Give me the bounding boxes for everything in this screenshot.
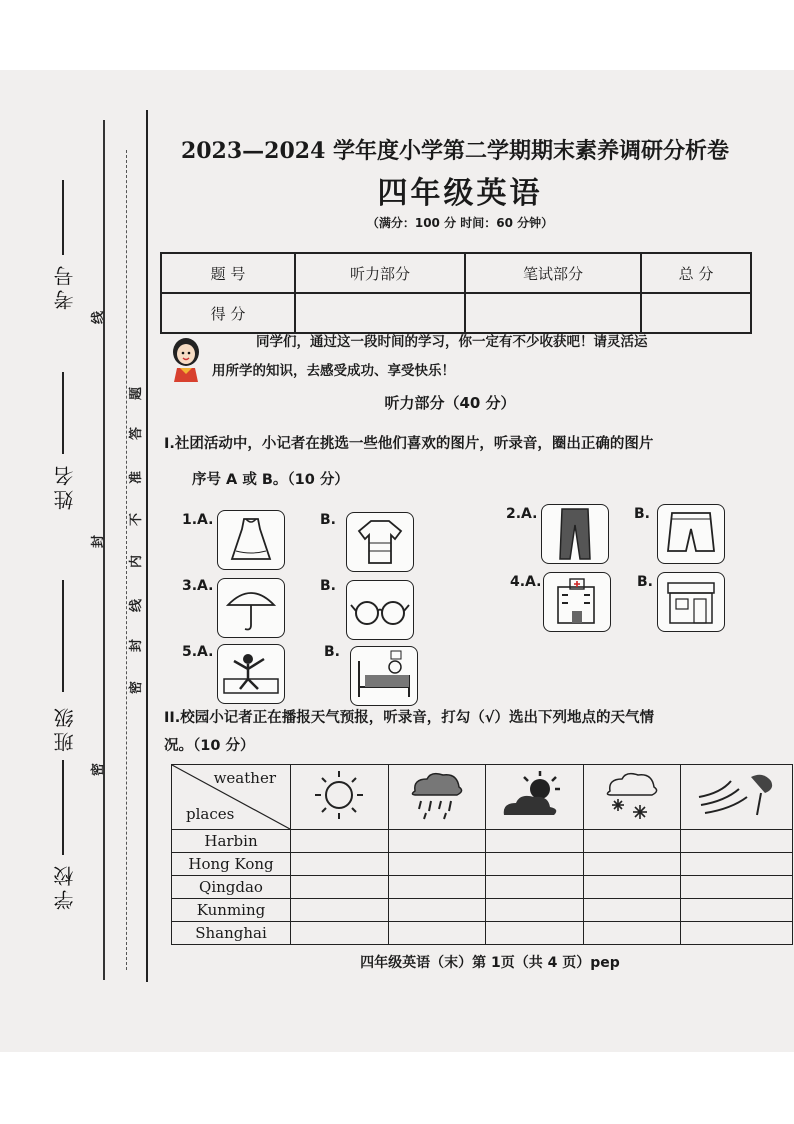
section2-line: 况。（10 分） [164,738,255,754]
exam-number-label: 考号 [53,262,77,310]
go-to-bed-icon[interactable] [350,646,418,706]
section1-line: 序号 A 或 B。（10 分） [192,472,349,488]
answer-cell[interactable] [291,853,389,876]
seal-char: 密 [129,680,145,695]
weather-row [172,853,793,876]
option-b-label: B. [324,644,340,660]
place-label: Kunming [172,899,291,922]
answer-cell[interactable] [388,899,486,922]
weather-row [172,899,793,922]
answer-cell[interactable] [291,876,389,899]
get-up-icon[interactable] [217,644,285,704]
listening-section-title: 听力部分（40 分） [384,394,516,412]
seal-char: 线 [129,598,145,613]
seal-char: 准 [129,470,145,485]
seal-char: 答 [129,426,145,441]
item-number: 4.A. [510,574,542,590]
girl-avatar-icon [166,336,206,382]
exam-number-blank [62,180,64,255]
answer-cell[interactable] [388,876,486,899]
score-table-score-row [161,293,751,333]
answer-cell[interactable] [583,899,681,922]
seal-char: 题 [129,386,145,401]
score-table [160,252,752,334]
answer-cell[interactable] [291,830,389,853]
answer-cell[interactable] [388,853,486,876]
score-row-label: 得 分 [161,293,295,333]
sweater-icon[interactable] [346,512,414,572]
intro-text [212,328,762,386]
intro-line: 同学们，通过这一段时间的学习，你一定有不少收获吧！请灵活运 [256,334,648,350]
snowy-icon [583,765,681,830]
school-label: 学校 [53,862,77,910]
section2-line: II.校园小记者正在播报天气预报，听录音，打勾（√）选出下列地点的天气情 [164,710,654,726]
score-input-cell[interactable] [295,293,465,333]
score-header-cell: 笔试部分 [465,253,641,293]
answer-cell[interactable] [486,830,584,853]
exam-meta: （满分：100 分 时间：60 分钟） [366,216,554,230]
school-blank [62,760,64,855]
umbrella-icon[interactable] [217,578,285,638]
answer-cell[interactable] [291,922,389,945]
weather-row [172,876,793,899]
hospital-icon[interactable] [543,572,611,632]
answer-cell[interactable] [681,853,793,876]
place-label: Qingdao [172,876,291,899]
score-input-cell[interactable] [641,293,751,333]
score-table-header-row [161,253,751,293]
score-header-cell: 总 分 [641,253,751,293]
seal-char: 线 [91,310,107,325]
answer-cell[interactable] [681,876,793,899]
answer-cell[interactable] [681,830,793,853]
shorts-icon[interactable] [657,504,725,564]
option-b-label: B. [320,512,336,528]
class-label: 班级 [53,704,77,752]
answer-cell[interactable] [583,853,681,876]
answer-cell[interactable] [583,922,681,945]
bookstore-icon[interactable] [657,572,725,632]
intro-line: 用所学的知识，去感受成功、享受快乐！ [212,363,455,379]
glasses-icon[interactable] [346,580,414,640]
answer-cell[interactable] [388,830,486,853]
name-blank [62,372,64,454]
answer-cell[interactable] [583,830,681,853]
seal-char: 内 [129,554,145,569]
item-number: 1.A. [182,512,214,528]
score-input-cell[interactable] [465,293,641,333]
item-number: 3.A. [182,578,214,594]
score-header-cell: 听力部分 [295,253,465,293]
page-footer: 四年级英语（末）第 1页（共 4 页）pep [360,955,620,971]
seal-char: 封 [91,534,107,549]
seal-char: 不 [129,512,145,527]
rainy-icon [388,765,486,830]
answer-cell[interactable] [681,922,793,945]
item-number: 5.A. [182,644,214,660]
exam-title: 2023—2024 学年度小学第二学期期末素养调研分析卷 [180,138,730,164]
place-label: Shanghai [172,922,291,945]
section2-instructions [164,700,784,764]
place-label: Hong Kong [172,853,291,876]
windy-icon [681,765,793,830]
answer-cell[interactable] [681,899,793,922]
weather-table [171,764,793,945]
diagonal-header-cell [172,765,291,830]
answer-cell[interactable] [291,899,389,922]
option-b-label: B. [637,574,653,590]
seal-char: 密 [91,762,107,777]
weather-header-label: weather [213,769,276,787]
section1-line: I.社团活动中，小记者在挑选一些他们喜欢的图片，听录音，圈出正确的图片 [164,436,654,452]
places-header-label: places [186,805,235,823]
item-number: 2.A. [506,506,538,522]
score-header-cell: 题 号 [161,253,295,293]
weather-row [172,922,793,945]
section1-instructions [164,426,764,498]
binding-line [146,110,148,982]
weather-header-row [172,765,793,830]
option-b-label: B. [320,578,336,594]
weather-row [172,830,793,853]
answer-cell[interactable] [486,853,584,876]
class-blank [62,580,64,692]
dress-icon[interactable] [217,510,285,570]
option-b-label: B. [634,506,650,522]
pants-icon[interactable] [541,504,609,564]
sunny-icon [291,765,389,830]
subject-title: 四年级英语 [377,176,543,211]
answer-cell[interactable] [486,922,584,945]
answer-cell[interactable] [486,876,584,899]
margin-solid-line [103,120,105,980]
cloudy-icon [486,765,584,830]
answer-cell[interactable] [486,899,584,922]
seal-char: 封 [129,638,145,653]
place-label: Harbin [172,830,291,853]
answer-cell[interactable] [388,922,486,945]
answer-cell[interactable] [583,876,681,899]
name-label: 姓名 [53,462,77,510]
